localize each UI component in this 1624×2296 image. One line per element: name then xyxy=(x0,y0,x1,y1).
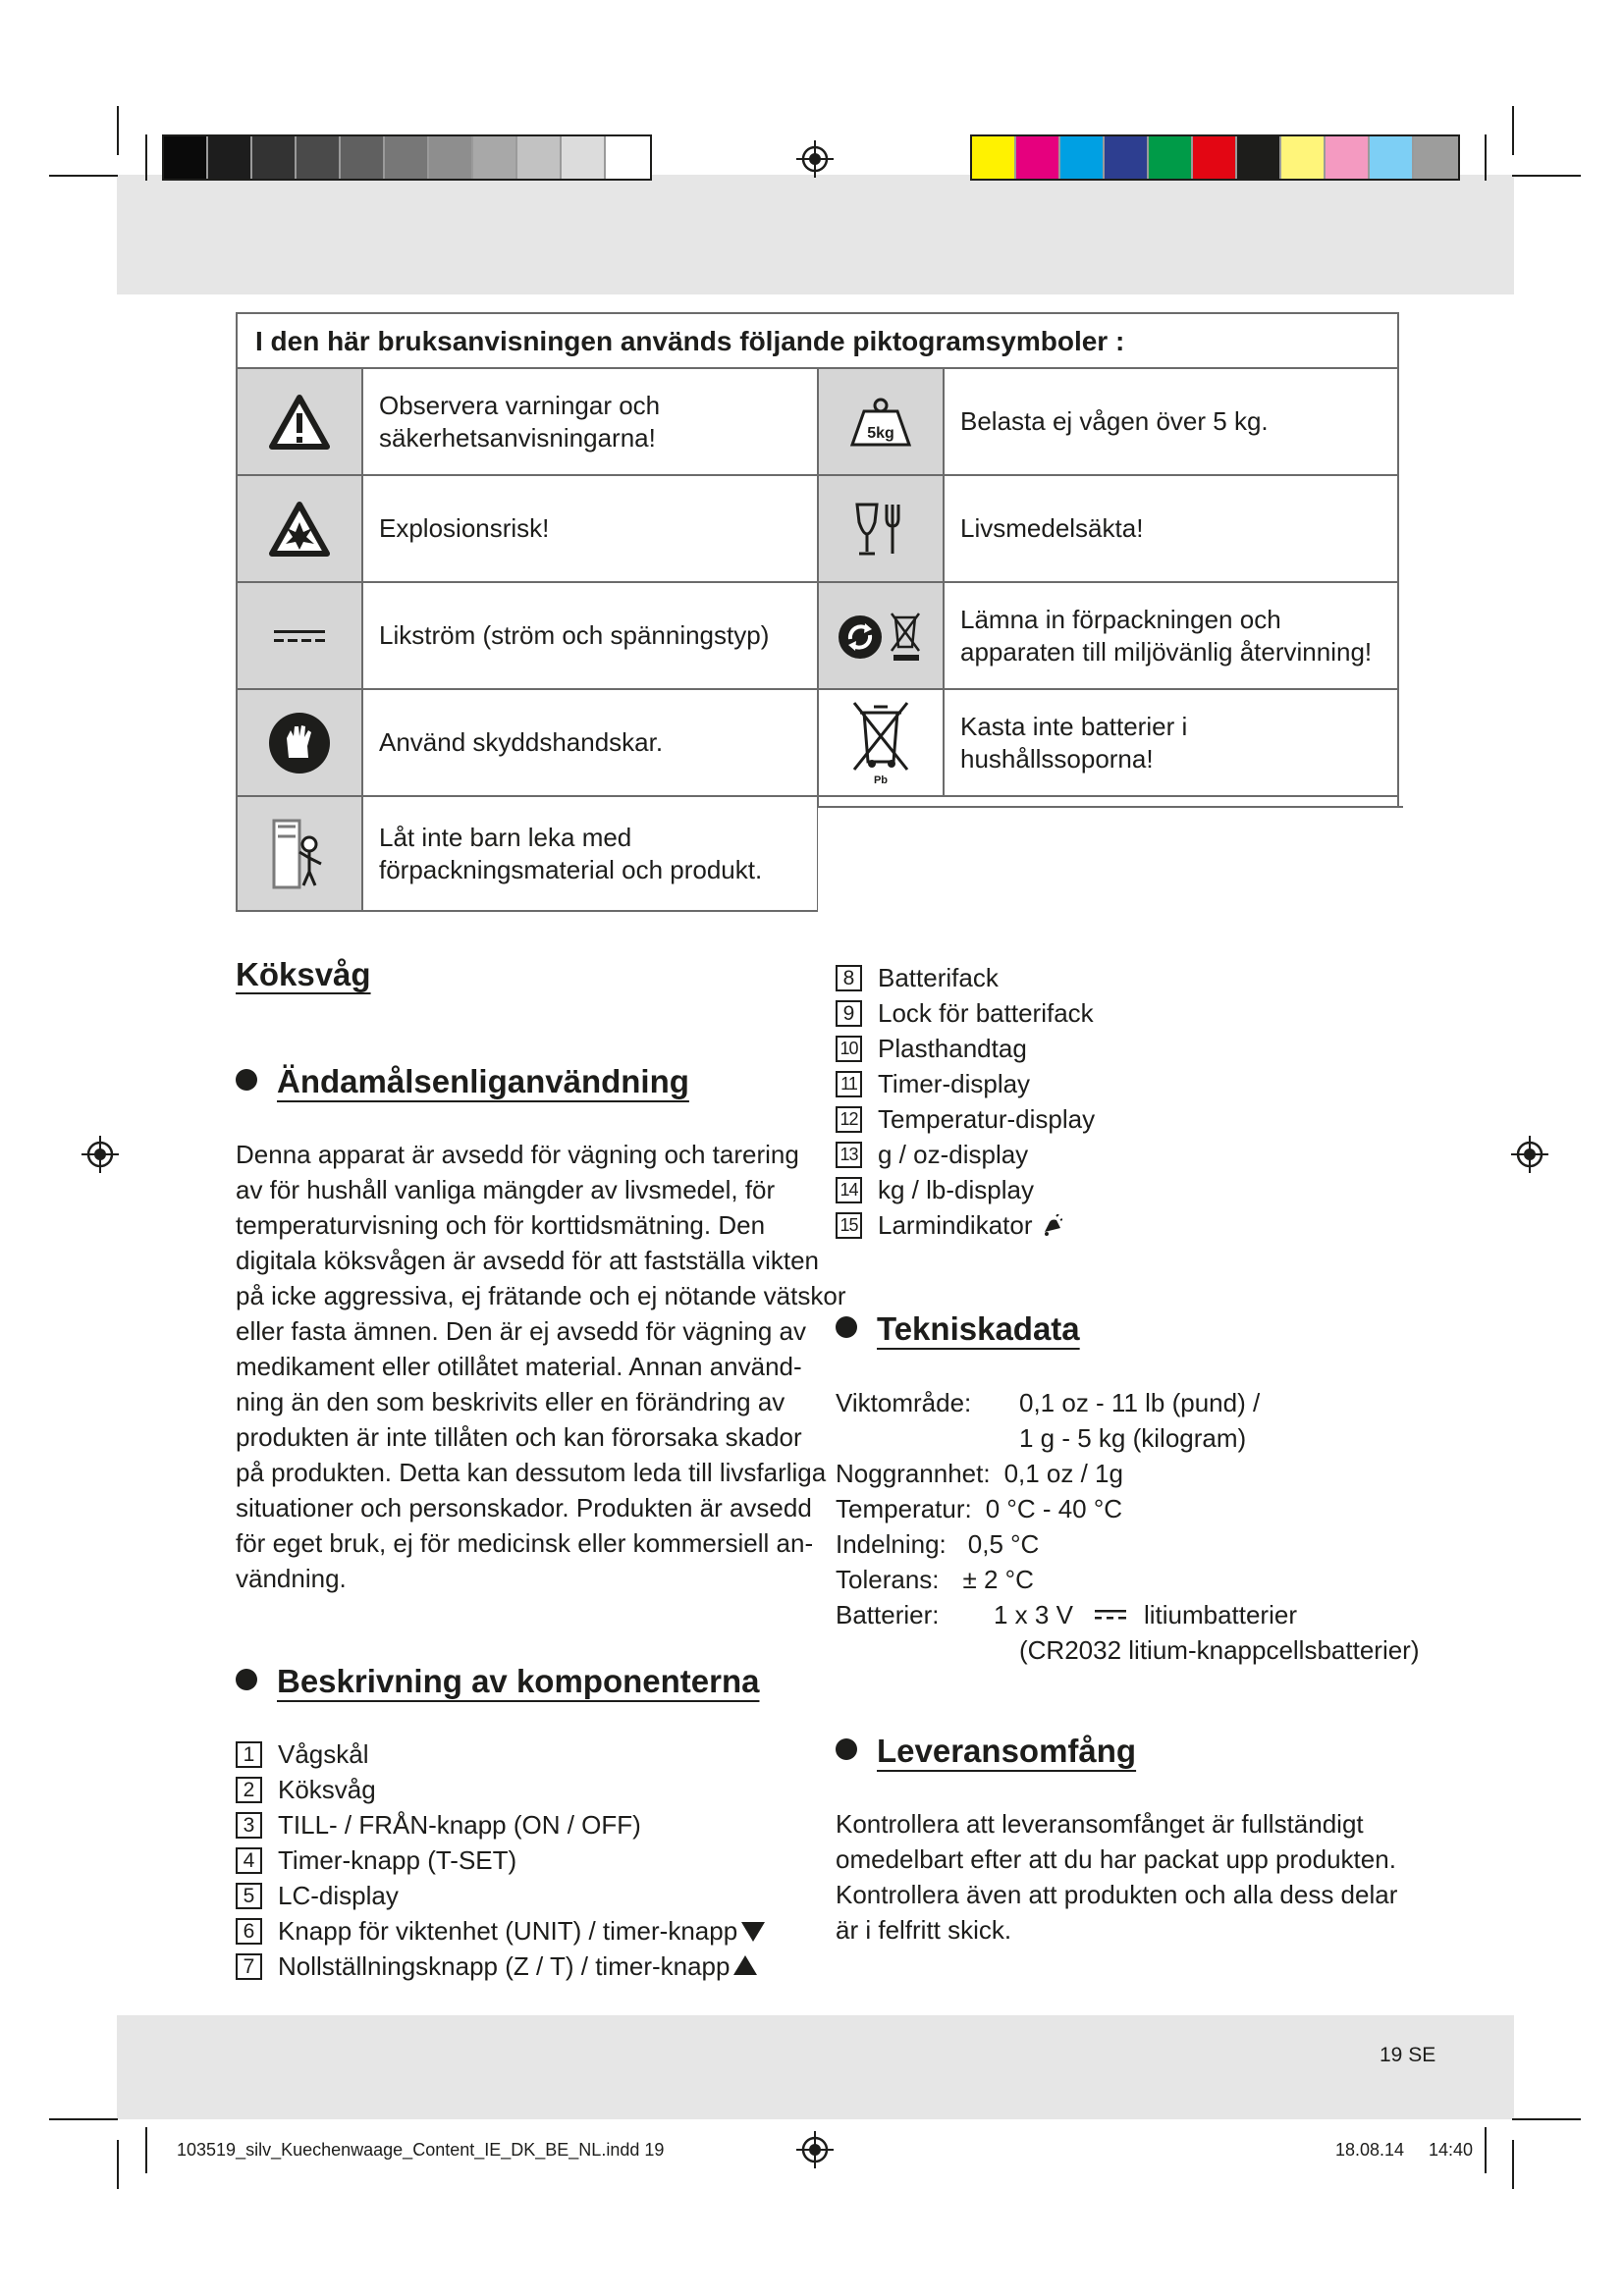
component-item xyxy=(236,1736,765,1772)
paragraph-line: för eget bruk, ej för medicinsk eller kommersiell an- xyxy=(236,1528,814,1558)
component-item xyxy=(836,1172,1095,1207)
paragraph-line: produkten är inte tillåten och kan förorsaka skador xyxy=(236,1422,802,1452)
paragraph-line: temperaturvisning och för korttidsmätning. Den xyxy=(236,1210,766,1240)
footer-band xyxy=(117,2015,1514,2119)
intended-use-paragraph xyxy=(236,1137,846,1596)
component-label: Timer-knapp (T-SET) xyxy=(278,1844,517,1875)
print-date: 18.08.14 xyxy=(1335,2140,1405,2160)
page-title: Köksvåg xyxy=(236,956,371,992)
color-swatch xyxy=(385,136,429,179)
process-color-bar xyxy=(970,134,1460,181)
paragraph-line: av för hushåll vanliga mängder av livsmedel, för xyxy=(236,1175,776,1204)
color-swatch xyxy=(1060,136,1105,179)
crop-mark xyxy=(1512,2140,1514,2189)
registration-mark-icon xyxy=(1511,1136,1548,1173)
components-list-part2 xyxy=(836,960,1095,1243)
gloves-icon xyxy=(238,690,363,797)
tech-label: Temperatur: xyxy=(836,1493,972,1523)
pictogram-text: Likström (ström och spänningstyp) xyxy=(363,583,819,690)
paragraph-line: Kontrollera även att produkten och alla dess delar xyxy=(836,1880,1398,1909)
component-number: 8 xyxy=(836,965,862,991)
tech-value: litiumbatterier xyxy=(1143,1599,1297,1629)
heading-text: Beskrivning av komponenterna xyxy=(277,1663,760,1699)
paragraph-line: Kontrollera att leveransomfånget är fullständigt xyxy=(836,1809,1364,1839)
paragraph-line: situationer och personskador. Produkten är avsedd xyxy=(236,1493,812,1522)
crop-mark xyxy=(1512,175,1581,177)
tech-value: 1 x 3 V xyxy=(994,1599,1073,1629)
color-swatch xyxy=(1105,136,1149,179)
crop-mark xyxy=(145,2127,147,2173)
component-item xyxy=(236,1913,765,1949)
paragraph-line: är i felfritt skick. xyxy=(836,1915,1012,1945)
component-label: Vågskål xyxy=(278,1738,369,1769)
tech-value: 0,5 °C xyxy=(967,1528,1040,1559)
paragraph-line: omedelbart efter att du har packat upp produkten. xyxy=(836,1844,1396,1874)
crop-mark xyxy=(1485,134,1487,181)
color-swatch xyxy=(1149,136,1193,179)
recycling-icon xyxy=(819,583,945,690)
pictogram-heading: I den här bruksanvisningen används följande piktogramsymboler : xyxy=(238,314,1397,369)
child-packaging-icon xyxy=(238,797,363,910)
pictogram-text: Observera varningar och säkerhetsanvisningarna! xyxy=(363,369,819,476)
registration-mark-icon xyxy=(796,2131,834,2168)
tech-value: ± 2 °C xyxy=(962,1564,1034,1594)
component-item xyxy=(836,1066,1095,1101)
paragraph-line: på produkten. Detta kan dessutom leda till livsfarliga xyxy=(236,1458,827,1487)
alarm-bell-icon xyxy=(1041,1214,1062,1236)
color-swatch xyxy=(1370,136,1414,179)
paragraph-line: medikament eller otillåtet material. Annan använd- xyxy=(236,1352,802,1381)
crop-mark xyxy=(117,106,119,155)
color-swatch xyxy=(1193,136,1237,179)
paragraph-line: på icke aggressiva, ej frätande och ej nötande vätskor xyxy=(236,1281,846,1310)
component-label: Nollställningsknapp (Z / T) / timer-knapp xyxy=(278,1950,731,1981)
tech-label: Indelning: xyxy=(836,1528,947,1559)
component-label: Köksvåg xyxy=(278,1774,376,1804)
heading-text: Ändamålsenliganvändning xyxy=(277,1063,689,1099)
header-band xyxy=(117,175,1514,294)
component-number: 6 xyxy=(236,1918,262,1945)
pictogram-table-blank xyxy=(818,806,1403,918)
crop-mark xyxy=(1512,2118,1581,2120)
component-item xyxy=(836,1031,1095,1066)
component-number: 9 xyxy=(836,1000,862,1027)
crop-mark xyxy=(49,175,118,177)
crop-mark xyxy=(49,2118,118,2120)
warning-triangle-icon xyxy=(238,369,363,476)
crop-mark xyxy=(145,134,147,181)
component-item xyxy=(836,1207,1095,1243)
color-swatch xyxy=(341,136,385,179)
color-swatch xyxy=(1281,136,1326,179)
color-swatch xyxy=(208,136,252,179)
color-swatch xyxy=(429,136,473,179)
color-swatch xyxy=(606,136,650,179)
color-swatch xyxy=(1237,136,1281,179)
component-number: 11 xyxy=(836,1071,862,1097)
pictogram-text: Belasta ej vågen över 5 kg. xyxy=(945,369,1397,476)
crop-mark xyxy=(117,2140,119,2189)
component-label: Plasthandtag xyxy=(878,1033,1027,1063)
component-label: kg / lb-display xyxy=(878,1174,1034,1204)
tech-label: Batterier: xyxy=(836,1599,940,1629)
component-item xyxy=(236,1878,765,1913)
component-item xyxy=(236,1949,765,1984)
grayscale-color-bar xyxy=(162,134,652,181)
pictogram-text: Kasta inte batterier i hushållssoporna! xyxy=(945,690,1397,797)
component-item xyxy=(236,1772,765,1807)
tech-label: Tolerans: xyxy=(836,1564,940,1594)
tech-value: 0,1 oz - 11 lb (pund) / xyxy=(1019,1387,1261,1417)
component-number: 1 xyxy=(236,1741,262,1768)
max-weight-icon xyxy=(819,369,945,476)
component-item xyxy=(236,1807,765,1842)
battery-disposal-icon xyxy=(819,690,945,797)
paragraph-line: digitala köksvågen är avsedd för att fastställa vikten xyxy=(236,1246,819,1275)
component-item xyxy=(836,1137,1095,1172)
tech-label: Viktområde: xyxy=(836,1387,972,1417)
component-number: 4 xyxy=(236,1847,262,1874)
component-item xyxy=(236,1842,765,1878)
tech-value: 1 g - 5 kg (kilogram) xyxy=(1019,1422,1247,1453)
pictogram-text: Låt inte barn leka med förpackningsmaterial och produkt. xyxy=(363,797,819,910)
component-label: Timer-display xyxy=(878,1068,1031,1098)
component-item xyxy=(836,995,1095,1031)
section-heading-components xyxy=(236,1663,759,1700)
pictogram-text: Livsmedelsäkta! xyxy=(945,476,1397,583)
color-swatch xyxy=(1414,136,1458,179)
pictogram-text: Explosionsrisk! xyxy=(363,476,819,583)
paragraph-line: Denna apparat är avsedd för vägning och tarering xyxy=(236,1140,799,1169)
registration-mark-icon xyxy=(81,1136,119,1173)
triangle-up-icon xyxy=(733,1955,757,1977)
color-swatch xyxy=(252,136,297,179)
tech-value: (CR2032 litium-knappcellsbatterier) xyxy=(1019,1634,1420,1665)
component-label: LC-display xyxy=(278,1880,399,1910)
max-weight-label: 5kg xyxy=(867,424,894,442)
battery-label: Pb xyxy=(873,774,889,786)
food-safe-icon xyxy=(819,476,945,583)
component-label: Lock för batterifack xyxy=(878,997,1094,1028)
component-number: 13 xyxy=(836,1142,862,1168)
component-number: 10 xyxy=(836,1036,862,1062)
registration-mark-icon xyxy=(796,140,834,178)
color-swatch xyxy=(164,136,208,179)
color-swatch xyxy=(562,136,606,179)
triangle-down-icon xyxy=(741,1920,765,1942)
crop-mark xyxy=(1512,106,1514,155)
paragraph-line: vändning. xyxy=(236,1564,347,1593)
section-heading-delivery xyxy=(836,1733,1136,1770)
component-label: g / oz-display xyxy=(878,1139,1029,1169)
direct-current-icon xyxy=(1095,1609,1126,1621)
section-heading-technical-data xyxy=(836,1310,1080,1348)
pictogram-text: Använd skyddshandskar. xyxy=(363,690,819,797)
color-swatch xyxy=(972,136,1016,179)
component-number: 2 xyxy=(236,1777,262,1803)
color-swatch xyxy=(1016,136,1060,179)
section-heading-intended-use xyxy=(236,1063,689,1100)
component-number: 3 xyxy=(236,1812,262,1839)
direct-current-icon xyxy=(238,583,363,690)
tech-label: Noggrannhet: xyxy=(836,1458,991,1488)
tech-value: 0 °C - 40 °C xyxy=(985,1493,1123,1523)
component-number: 14 xyxy=(836,1177,862,1203)
component-label: Batterifack xyxy=(878,962,999,992)
heading-text: Leveransomfång xyxy=(877,1733,1137,1769)
component-label: Larmindikator xyxy=(878,1209,1033,1240)
technical-data xyxy=(836,1385,1420,1668)
crop-mark xyxy=(1485,2127,1487,2173)
color-swatch xyxy=(517,136,562,179)
paragraph-line: ning än den som beskrivits eller en förändring av xyxy=(236,1387,785,1416)
bullet-icon xyxy=(836,1738,857,1760)
component-label: Temperatur-display xyxy=(878,1103,1096,1134)
bullet-icon xyxy=(836,1316,857,1338)
pictogram-text: Lämna in förpackningen och apparaten till miljövänlig återvinning! xyxy=(945,583,1397,690)
component-number: 15 xyxy=(836,1212,862,1239)
bullet-icon xyxy=(236,1669,257,1690)
component-number: 12 xyxy=(836,1106,862,1133)
color-swatch xyxy=(297,136,341,179)
print-time: 14:40 xyxy=(1429,2140,1474,2160)
color-swatch xyxy=(473,136,517,179)
color-swatch xyxy=(1326,136,1370,179)
component-number: 7 xyxy=(236,1953,262,1980)
component-label: TILL- / FRÅN-knapp (ON / OFF) xyxy=(278,1809,641,1840)
component-item xyxy=(836,1101,1095,1137)
delivery-paragraph xyxy=(836,1806,1405,1948)
heading-text: Tekniskadata xyxy=(877,1310,1080,1347)
tech-value: 0,1 oz / 1g xyxy=(1003,1458,1123,1488)
bullet-icon xyxy=(236,1069,257,1091)
component-number: 5 xyxy=(236,1883,262,1909)
component-label: Knapp för viktenhet (UNIT) / timer-knapp xyxy=(278,1915,738,1946)
page-number: 19 SE xyxy=(1380,2044,1436,2066)
components-list-part1 xyxy=(236,1736,765,1984)
explosion-icon xyxy=(238,476,363,583)
file-name: 103519_silv_Kuechenwaage_Content_IE_DK_BE_NL.indd 19 xyxy=(177,2140,665,2160)
component-item xyxy=(836,960,1095,995)
paragraph-line: eller fasta ämnen. Den är ej avsedd för vägning av xyxy=(236,1316,807,1346)
